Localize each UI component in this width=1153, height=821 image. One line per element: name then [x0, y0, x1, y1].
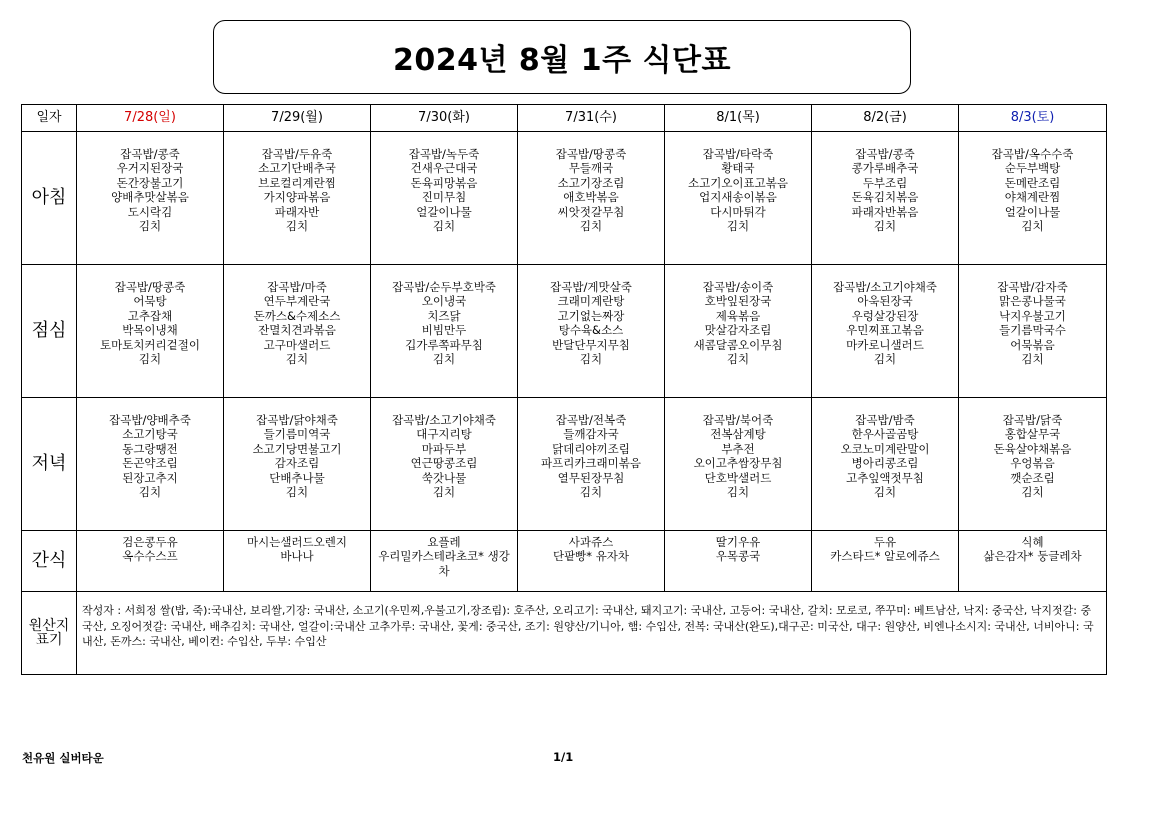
- menu-item: 고구마샐러드: [263, 337, 331, 352]
- origin-text: 작성자 : 서희정 쌀(밥, 죽):국내산, 보리쌀,기장: 국내산, 소고기(우민찌,우불고기,장조림): 호주산, 오리고기: 국내산, 돼지고기: 국내산, 고등어: 국내산, 갈치: 모로코, 쭈꾸미: 베트남산, 낙지: 중국산, 낙지젓갈: 중국산, 오징어젓갈: 국내산, 배추김치: 국내산, 얼갈이:국내산 고추가루: 국내산, 꽃게: 중국산, 조기: 원양산/기니아, 햄: 수입산, 전복: 국내산(완도),대구곤: 미국산, 대구: 원양산, 비엔나소시지: 국내산, 너비아니: 국내산, 돈까스: 국내산, 베이컨: 수입산, 두부: 수입산: [77, 592, 1107, 675]
- menu-item: 콩가루배추국: [851, 161, 919, 176]
- snack-menu-cell: [518, 531, 665, 592]
- menu-item: 삶은감자* 둥글레차: [983, 549, 1082, 564]
- dinner-menu-cell: [77, 398, 224, 531]
- menu-item: 잡곡밥/녹두죽: [408, 147, 480, 161]
- menu-item: 잡곡밥/순두부호박죽: [392, 280, 496, 294]
- menu-item: 돈육피망볶음: [410, 175, 478, 190]
- breakfast-menu-cell: [518, 132, 665, 265]
- menu-item: 파래자반: [274, 204, 320, 219]
- menu-item: 김치: [873, 352, 897, 367]
- menu-item: 어묵탕: [133, 294, 167, 309]
- menu-item: 잡곡밥/땅콩죽: [555, 147, 627, 161]
- menu-item: 도시락김: [127, 204, 173, 219]
- menu-item: 야채계란찜: [1004, 190, 1061, 205]
- menu-item: 씨앗젓갈무침: [557, 204, 625, 219]
- menu-item: 요플레: [427, 535, 461, 549]
- lunch-menu-cell: [812, 265, 959, 398]
- lunch-menu-cell: [371, 265, 518, 398]
- menu-item: 바나나: [280, 549, 314, 564]
- menu-item: 어묵볶음: [1010, 337, 1055, 352]
- menu-item: 김치: [579, 352, 603, 367]
- menu-item: 김치: [285, 485, 309, 500]
- menu-item: 연두부계란국: [263, 294, 331, 309]
- menu-item: 맑은콩나물국: [999, 294, 1066, 309]
- menu-item: 사과쥬스: [568, 535, 614, 549]
- menu-item: 단배추나물: [269, 470, 325, 485]
- menu-item: 김치: [432, 485, 456, 500]
- menu-item: 김치: [138, 219, 162, 234]
- menu-item: 연근땅콩조림: [410, 456, 478, 471]
- day-header-fri: 8/2(금): [812, 105, 959, 132]
- menu-item: 잡곡밥/밤죽: [855, 413, 915, 427]
- menu-item: 잡곡밥/타락죽: [702, 147, 774, 161]
- menu-item: 소고기당면불고기: [252, 441, 342, 456]
- menu-item: 돈메란조림: [1004, 175, 1061, 190]
- menu-item: 가지양파볶음: [263, 190, 331, 205]
- menu-item: 소고기탕국: [122, 427, 178, 442]
- menu-item: 김치: [432, 219, 456, 234]
- menu-item: 우렁살강된장: [851, 308, 919, 323]
- menu-item: 고기없는짜장: [557, 308, 625, 323]
- snack-row: [22, 531, 1107, 592]
- menu-item: 얼갈이나물: [1004, 204, 1061, 219]
- menu-item: 우민찌표고볶음: [846, 323, 924, 338]
- menu-item: 건새우근대국: [410, 161, 478, 176]
- meal-plan-table: [21, 104, 1107, 675]
- dinner-label: 저녁: [22, 398, 77, 531]
- menu-item: 새콤달콤오이무침: [693, 337, 783, 352]
- snack-menu-cell: [665, 531, 812, 592]
- snack-menu-cell: [77, 531, 224, 592]
- menu-item: 마파두부: [421, 441, 467, 456]
- menu-item: 낙지우불고기: [999, 308, 1066, 323]
- menu-item: 잡곡밥/소고기야채죽: [392, 413, 496, 427]
- menu-item: 반달단무지무침: [552, 337, 630, 352]
- date-header-label: 일자: [22, 105, 77, 132]
- breakfast-row: [22, 132, 1107, 265]
- menu-item: 소고기오이표고볶음: [688, 175, 788, 190]
- menu-item: 고추잡채: [127, 308, 173, 323]
- breakfast-menu-cell: [371, 132, 518, 265]
- lunch-menu-cell: [224, 265, 371, 398]
- menu-item: 제육볶음: [715, 308, 761, 323]
- menu-item: 잡곡밥/소고기야채죽: [833, 280, 937, 294]
- menu-item: 우엉볶음: [1010, 456, 1055, 471]
- menu-item: 단팥빵* 유자차: [552, 549, 630, 564]
- menu-item: 김치: [579, 219, 603, 234]
- dinner-menu-cell: [518, 398, 665, 531]
- menu-item: 마시는샐러드오렌지: [247, 535, 347, 549]
- menu-item: 김치: [726, 485, 750, 500]
- menu-item: 홍합살무국: [1004, 427, 1061, 442]
- menu-item: 병아리콩조림: [851, 456, 919, 471]
- menu-item: 잡곡밥/닭죽: [1002, 413, 1063, 427]
- menu-item: 마카로니샐러드: [846, 337, 924, 352]
- menu-item: 우목콩국: [715, 549, 761, 564]
- lunch-label: 점심: [22, 265, 77, 398]
- menu-item: 닭데리야끼조림: [552, 441, 630, 456]
- menu-item: 깁가루쪽파무침: [405, 337, 483, 352]
- menu-item: 대구지리탕: [416, 427, 472, 442]
- menu-item: 김치: [1021, 485, 1044, 500]
- menu-item: 잡곡밥/콩죽: [120, 147, 180, 161]
- menu-item: 잡곡밥/마죽: [267, 280, 327, 294]
- dinner-row: [22, 398, 1107, 531]
- menu-item: 호박잎된장국: [704, 294, 772, 309]
- menu-item: 김치: [285, 352, 309, 367]
- menu-item: 잡곡밥/감자죽: [997, 280, 1068, 294]
- menu-item: 애호박볶음: [563, 190, 619, 205]
- snack-menu-cell: [812, 531, 959, 592]
- menu-item: 순두부백탕: [1004, 161, 1061, 176]
- menu-item: 오이고추쌈장무침: [693, 456, 783, 471]
- menu-item: 김치: [1021, 352, 1044, 367]
- snack-menu-cell: [371, 531, 518, 592]
- lunch-menu-cell: [665, 265, 812, 398]
- menu-item: 깻순조림: [1010, 470, 1055, 485]
- menu-item: 잡곡밥/두유죽: [261, 147, 333, 161]
- menu-item: 비빔만두: [421, 323, 467, 338]
- title-box: [213, 20, 911, 94]
- menu-item: 김치: [432, 352, 456, 367]
- menu-item: 식혜: [1021, 535, 1044, 549]
- lunch-menu-cell: [518, 265, 665, 398]
- day-header-wed: 7/31(수): [518, 105, 665, 132]
- menu-item: 부추전: [721, 441, 755, 456]
- menu-item: 탕수육&소스: [558, 323, 624, 338]
- day-header-mon: 7/29(월): [224, 105, 371, 132]
- menu-item: 잡곡밥/땅콩죽: [114, 280, 186, 294]
- menu-item: 돈까스&수제소스: [253, 308, 341, 323]
- breakfast-label: 아침: [22, 132, 77, 265]
- menu-item: 파프리카크래미볶음: [541, 456, 641, 471]
- menu-item: 김치: [285, 219, 309, 234]
- menu-item: 박목이냉채: [122, 323, 178, 338]
- menu-item: 동그랑땡전: [122, 441, 178, 456]
- menu-item: 잡곡밥/송이죽: [702, 280, 774, 294]
- page-number: 1/1: [553, 750, 574, 764]
- menu-item: 딸기우유: [715, 535, 761, 549]
- day-header-sat: 8/3(토): [959, 105, 1107, 132]
- dinner-menu-cell: [959, 398, 1107, 531]
- menu-item: 돈육김치볶음: [851, 190, 919, 205]
- menu-item: 김치: [726, 352, 750, 367]
- menu-item: 옥수수스프: [122, 549, 178, 564]
- menu-item: 잡곡밥/게맛살죽: [550, 280, 632, 294]
- menu-item: 전복삼계탕: [710, 427, 766, 442]
- menu-item: 맛살감자조림: [704, 323, 772, 338]
- menu-item: 들기름막국수: [999, 323, 1066, 338]
- breakfast-menu-cell: [224, 132, 371, 265]
- menu-item: 김치: [579, 485, 603, 500]
- menu-item: 오이냉국: [421, 294, 467, 309]
- menu-item: 진미무침: [421, 190, 467, 205]
- menu-item: 고추잎액젓무침: [846, 470, 924, 485]
- menu-item: 김치: [138, 485, 162, 500]
- menu-item: 잡곡밥/전복죽: [555, 413, 627, 427]
- dinner-menu-cell: [812, 398, 959, 531]
- breakfast-menu-cell: [77, 132, 224, 265]
- menu-item: 얼갈이나물: [416, 204, 472, 219]
- menu-item: 잡곡밥/북어죽: [702, 413, 774, 427]
- menu-item: 오코노미계란말이: [840, 441, 930, 456]
- menu-item: 파래자반볶음: [851, 204, 919, 219]
- menu-item: 카스타드* 알로에쥬스: [830, 549, 940, 564]
- menu-item: 열무된장무침: [557, 470, 625, 485]
- menu-item: 소고기장조림: [557, 175, 625, 190]
- menu-item: 잡곡밥/양배추죽: [109, 413, 191, 427]
- menu-item: 잡곡밥/콩죽: [855, 147, 915, 161]
- menu-item: 양배추맛살볶음: [111, 190, 189, 205]
- menu-item: 김치: [873, 485, 897, 500]
- lunch-menu-cell: [959, 265, 1107, 398]
- menu-item: 김치: [873, 219, 897, 234]
- menu-item: 김치: [138, 352, 162, 367]
- date-header-row: [22, 105, 1107, 132]
- menu-item: 차: [438, 563, 450, 578]
- menu-item: 감자조림: [274, 456, 320, 471]
- snack-menu-cell: [224, 531, 371, 592]
- day-header-thu: 8/1(목): [665, 105, 812, 132]
- page-title: 2024년 8월 1주 식단표: [393, 43, 731, 78]
- day-header-tue: 7/30(화): [371, 105, 518, 132]
- organization-name: 천유원 실버타운: [22, 751, 104, 765]
- menu-item: 김치: [1021, 219, 1044, 234]
- breakfast-menu-cell: [665, 132, 812, 265]
- menu-item: 업지새송이볶음: [699, 190, 777, 205]
- menu-item: 잡곡밥/옥수수죽: [991, 147, 1074, 161]
- snack-label: 간식: [22, 531, 77, 592]
- menu-item: 두유: [873, 535, 897, 549]
- breakfast-menu-cell: [959, 132, 1107, 265]
- menu-item: 들기름미역국: [263, 427, 331, 442]
- origin-row: [22, 592, 1107, 675]
- menu-item: 크래미계란탕: [557, 294, 625, 309]
- dinner-menu-cell: [224, 398, 371, 531]
- menu-item: 황태국: [721, 161, 755, 176]
- menu-item: 두부조림: [862, 175, 908, 190]
- menu-item: 우거지된장국: [116, 161, 184, 176]
- menu-item: 치즈닭: [427, 308, 461, 323]
- dinner-menu-cell: [665, 398, 812, 531]
- menu-item: 단호박샐러드: [704, 470, 772, 485]
- lunch-row: [22, 265, 1107, 398]
- snack-menu-cell: [959, 531, 1107, 592]
- day-header-sun: 7/28(일): [77, 105, 224, 132]
- menu-item: 토마토치커리겉절이: [100, 337, 200, 352]
- menu-item: 돈곤약조림: [122, 456, 178, 471]
- menu-item: 브로컬리계란찜: [258, 175, 336, 190]
- menu-item: 무들깨국: [568, 161, 614, 176]
- menu-item: 된장고추지: [122, 470, 178, 485]
- menu-item: 돈간장불고기: [116, 175, 184, 190]
- dinner-menu-cell: [371, 398, 518, 531]
- menu-item: 다시마튀각: [710, 204, 766, 219]
- menu-item: 한우사골곰탕: [851, 427, 919, 442]
- menu-item: 들깨감자국: [563, 427, 619, 442]
- menu-item: 아욱된장국: [857, 294, 913, 309]
- menu-item: 소고기단배추국: [258, 161, 336, 176]
- origin-label: 원산지 표기: [22, 592, 77, 675]
- menu-item: 잡곡밥/닭야채죽: [256, 413, 338, 427]
- menu-item: 김치: [726, 219, 750, 234]
- menu-item: 돈육살야채볶음: [993, 441, 1072, 456]
- lunch-menu-cell: [77, 265, 224, 398]
- menu-item: 검은콩두유: [122, 535, 178, 549]
- menu-item: 우리밀카스테라초코* 생강: [378, 549, 510, 564]
- breakfast-menu-cell: [812, 132, 959, 265]
- menu-item: 쑥갓나물: [421, 470, 467, 485]
- menu-item: 잔멸치견과볶음: [258, 323, 336, 338]
